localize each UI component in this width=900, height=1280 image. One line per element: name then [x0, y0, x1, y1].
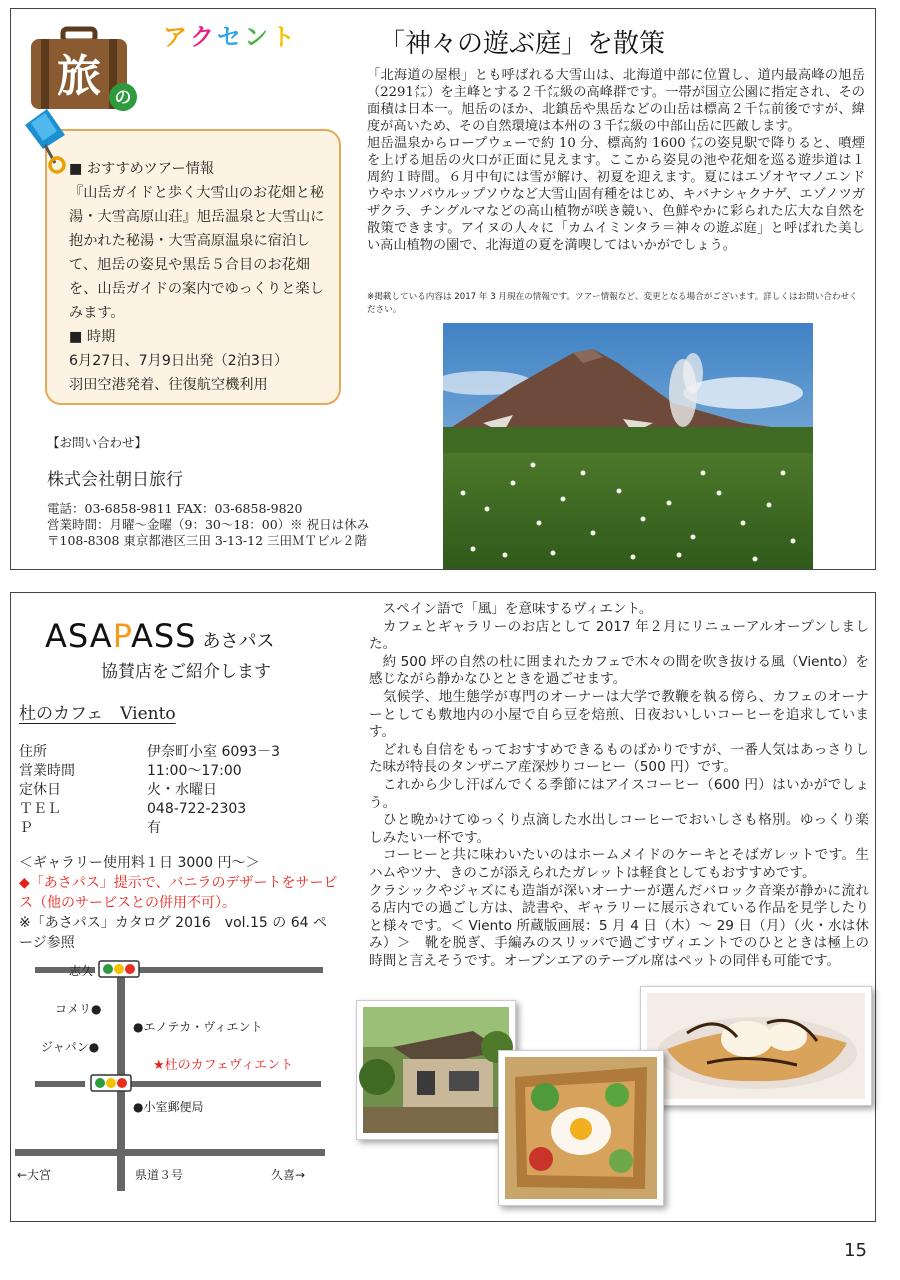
map-label-kuki: 久喜→ [271, 1168, 306, 1182]
catalog-reference: ※「あさパス」カタログ 2016 vol.15 の 64 ページ参照 [19, 915, 327, 951]
sponsor-subtitle: 協賛店をご紹介します [101, 662, 271, 682]
article-paragraph: 約 500 坪の自然の杜に囲まれたカフェで木々の間を吹き抜ける風（Viento）を感じながら静かなひとときを過ごせます。 [369, 653, 869, 688]
contact-phone: 電話：03-6858-9811 FAX：03-6858-9820 [47, 501, 303, 516]
info-key: 住所 [19, 744, 47, 760]
inquiry-label: 【お問い合わせ】 [47, 435, 148, 450]
map-label-cafe: ★杜のカフェヴィエント [153, 1058, 294, 1073]
info-row [19, 819, 280, 838]
map-label-route: 県道３号 [135, 1168, 184, 1182]
tour-info-box [45, 129, 341, 405]
article-paragraph: カフェとギャラリーのお店として 2017 年２月にリニューアルオープンしました。 [369, 618, 869, 653]
no-char: の [114, 88, 132, 108]
map-label-post: ●小室郵便局 [133, 1100, 204, 1114]
period-heading: ■ 時期 [69, 325, 325, 349]
contact-hours: 営業時間：月曜～金曜（9：30～18：00）※ 祝日は休み [47, 517, 370, 532]
gallery-fee: ＜ギャラリー使用料１日 3000 円～＞ [19, 855, 260, 871]
galette-photo [498, 1050, 664, 1206]
accent-char: ン [244, 23, 271, 51]
brand-kana: あさパス [202, 631, 275, 652]
shop-info-table [19, 743, 280, 838]
brand-post: ASS [130, 617, 197, 655]
suitcase-icon [29, 27, 132, 111]
info-value: 048-722-2303 [147, 801, 247, 817]
contact-address: 〒108-8308 東京都港区三田 3-13-12 三田ＭＴビル２階 [47, 533, 368, 548]
info-value: 11:00～17:00 [147, 763, 242, 779]
map-label-japan: ジャパン● [41, 1040, 100, 1054]
page-number: 15 [844, 1240, 867, 1261]
article-body [367, 67, 865, 254]
tabi-kanji: 旅 [57, 51, 101, 102]
brand-p: P [112, 617, 131, 655]
info-row [19, 762, 280, 781]
article-paragraph: コーヒーと共に味わいたいのはホームメイドのケーキとそばガレットです。生ハムやツナ、きのこが添えられたガレットは軽食としてもおすすめです。 [369, 847, 869, 881]
article-paragraph: 気候学、地生態学が専門のオーナーは大学で教鞭を執る傍ら、カフェのオーナーとしても敷地内の小屋で自ら豆を焙煎、日夜おいしいコーヒーを追求しています。 [369, 688, 869, 741]
cafe-article-body [369, 601, 869, 970]
article-paragraph: これから少し汗ばんでくる季節にはアイスコーヒー（600 円）はいかがでしょう。 [369, 776, 869, 811]
period-dates: 6月27日、7月9日出発（2泊3日） [69, 353, 289, 369]
promo-text: ◆「あさパス」提示で、バニラのデザートをサービス（他のサービスとの併用不可）。 [19, 875, 338, 911]
article-paragraph: どれも自信をもっておすすめできるものばかりですが、一番人気はあっさりした味が特長のタンザニア産深炒りコーヒー（500 円）です。 [369, 741, 869, 776]
map-label-shiku: 志久 [69, 964, 94, 978]
accent-heading [163, 17, 298, 52]
info-key: ＴＥＬ [19, 801, 61, 817]
article-paragraph: クラシックやジャズにも造詣が深いオーナーが選んだバロック音楽が静かに流れる店内での過ごし方は、読書や、ギャラリーに展示されている作品を見学したりと様々です。＜ Viento 所蔵版画展：5 月 4 日（木）～ 29 日（月）（火・水は休み）＞ 靴を脱ぎ、手編みのスリッパで過ごすヴィエントでのひとときは極上の時間と言えそうです。オープンエアのテーブル席はペットの同伴も可能です。 [369, 882, 869, 969]
brand-pre: ASA [45, 617, 113, 655]
article-paragraph: 旭岳温泉からロープウェーで約 10 分、標高約 1600 ㍍の姿見駅で降りると、噴煙を上げる旭岳の火口が正面に見えます。ここから姿見の池や花畑を巡る遊歩道は１周約１時間。６月中旬には雪が解け、初夏を迎えます。夏にはエゾオヤマノエンドウやホソバウルップソウなど大雪山固有種をはじめ、キバナシャクナゲ、エゾノツガザクラ、チングルマなどの高山植物が咲き競い、色鮮やかに彩られた広大な自然を散策できます。アイヌの人々に「カムイミンタラ＝神々の遊ぶ庭」と呼ばれた美しい高山植物の園で、北海道の夏を満喫してはいかがでしょう。 [367, 136, 865, 253]
pushpin-icon [21, 105, 73, 175]
access-map [15, 951, 335, 1201]
tour-article-panel [10, 8, 876, 570]
map-label-enoteca: ●エノテカ・ヴィエント [133, 1020, 263, 1034]
info-row [19, 743, 280, 762]
company-name: 株式会社朝日旅行 [47, 470, 183, 490]
accent-char: ト [271, 23, 298, 51]
shop-name: 杜のカフェ Viento [19, 704, 176, 724]
article-paragraph: スペイン語で「風」を意味するヴィエント。 [369, 601, 653, 617]
crepe-dessert-photo [640, 986, 872, 1106]
info-value: 火・水曜日 [147, 782, 217, 798]
article-paragraph: ひと晩かけてゆっくり点滴した水出しコーヒーでおいしさも格別。ゆっくり楽しみたい一杯です。 [369, 812, 869, 846]
tour-heading: ■ おすすめツアー情報 [69, 157, 325, 181]
accent-char: セ [217, 23, 244, 51]
article-paragraph: 「北海道の屋根」とも呼ばれる大雪山は、北海道中部に位置し、道内最高峰の旭岳（2291㍍）を主峰とする２千㍍級の高峰群です。一帯が国立公園に指定され、その面積は日本一。旭岳のほか、北鎮岳や黒岳などの山岳は標高２千㍍前後ですが、緯度が高いため、その自然環境は本州の３千㍍級の中部山岳に匹敵します。 [367, 68, 865, 134]
asapass-logo [45, 617, 274, 655]
map-label-omiya: ←大宮 [17, 1168, 52, 1182]
info-row [19, 781, 280, 800]
mountain-photo [443, 323, 813, 569]
info-value: 伊奈町小室 6093－3 [147, 744, 280, 760]
map-label-komeri: コメリ● [55, 1002, 102, 1016]
info-row [19, 800, 280, 819]
tour-body: 『山岳ガイドと歩く大雪山のお花畑と秘湯・大雪高原山荘』旭岳温泉と大雪山に抱かれた秘湯・大雪高原温泉に宿泊して、旭岳の姿見や黒岳５合目のお花畑を、山岳ガイドの案内でゆっくりと楽しみます。 [69, 185, 325, 321]
contact-info [47, 501, 369, 549]
accent-char: ク [190, 23, 217, 51]
disclaimer-note: ※掲載している内容は 2017 年 3 月現在の情報です。ツアー情報など、変更となる場合がございます。詳しくはお問い合わせください。 [367, 292, 858, 315]
cafe-exterior-photo [356, 1000, 516, 1140]
info-value: 有 [147, 820, 161, 836]
period-flight: 羽田空港発着、往復航空機利用 [69, 377, 268, 393]
info-key: 営業時間 [19, 763, 75, 779]
gallery-info [19, 853, 339, 953]
info-key: Ｐ [19, 820, 33, 836]
article-title: 「神々の遊ぶ庭」を散策 [379, 29, 666, 59]
info-key: 定休日 [19, 782, 61, 798]
accent-char: ア [163, 23, 190, 51]
